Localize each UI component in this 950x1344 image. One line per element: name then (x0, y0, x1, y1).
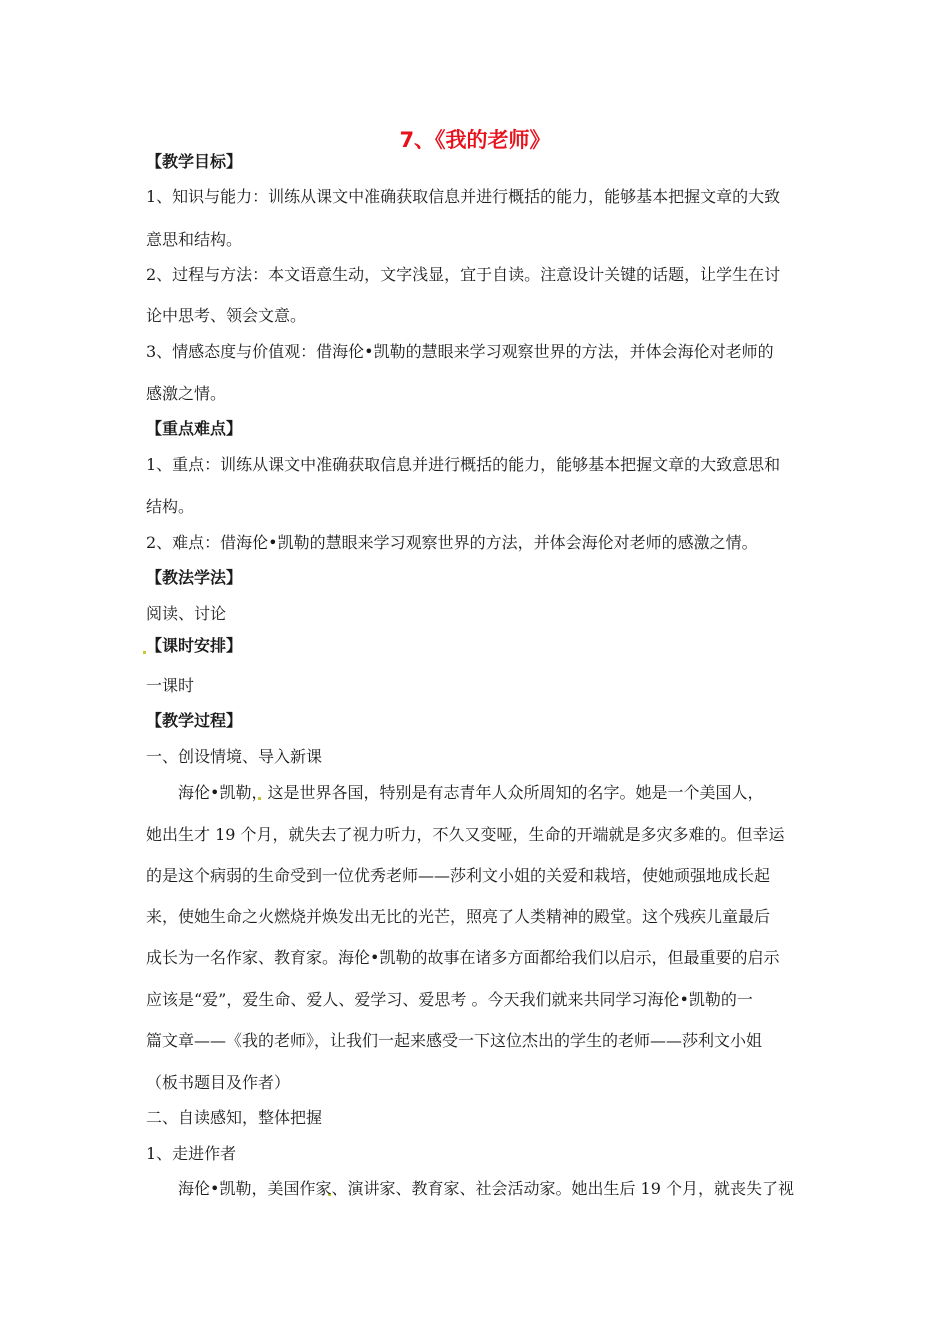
paragraph-line: 意思和结构。 (146, 230, 243, 249)
paragraph-line: 她出生才 19 个月，就失去了视力听力，不久又变哑，生命的开端就是多灾多难的。但幸运 (146, 825, 785, 844)
paragraph-line: 一课时 (146, 676, 195, 695)
paragraph-line: 成长为一名作家、教育家。海伦•凯勒的故事在诸多方面都给我们以启示，但最重要的启示 (146, 948, 780, 967)
paragraph-line: 的是这个病弱的生命受到一位优秀老师——莎利文小姐的关爱和栽培，使她顽强地成长起 (146, 866, 771, 885)
paragraph-line: 1、重点：训练从课文中准确获取信息并进行概括的能力，能够基本把握文章的大致意思和 (146, 455, 781, 474)
paragraph-line: 结构。 (146, 497, 195, 516)
paragraph-line: 海伦•凯勒，这是世界各国，特别是有志青年人众所周知的名字。她是一个美国人， (178, 783, 764, 802)
section-heading-process: 【教学过程】 (146, 711, 243, 730)
section-heading-schedule: 【课时安排】 (146, 636, 243, 655)
paragraph-line: 阅读、讨论 (146, 604, 227, 623)
paragraph-line: 来，使她生命之火燃烧并焕发出无比的光芒，照亮了人类精神的殿堂。这个残疾儿童最后 (146, 907, 771, 926)
section-heading-methods: 【教法学法】 (146, 568, 243, 587)
paragraph-line: 感激之情。 (146, 384, 227, 403)
paragraph-line: 海伦•凯勒，美国作家、演讲家、教育家、社会活动家。她出生后 19 个月，就丧失了视 (178, 1179, 794, 1198)
paragraph-line: （板书题目及作者） (146, 1073, 291, 1092)
paragraph-line: 1、知识与能力：训练从课文中准确获取信息并进行概括的能力，能够基本把握文章的大致 (146, 187, 781, 206)
paragraph-line: 一、创设情境、导入新课 (146, 747, 323, 766)
section-heading-teaching-goals: 【教学目标】 (146, 152, 243, 171)
paragraph-line: 1、走进作者 (146, 1144, 237, 1163)
paragraph-line: 2、过程与方法：本文语意生动，文字浅显，宜于自读。注意设计关键的话题，让学生在讨 (146, 265, 781, 284)
paragraph-line: 二、自读感知，整体把握 (146, 1108, 323, 1127)
section-heading-key-points: 【重点难点】 (146, 419, 243, 438)
paragraph-line: 应该是“爱”，爱生命、爱人、爱学习、爱思考 。今天我们就来共同学习海伦•凯勒的一 (146, 990, 753, 1009)
paragraph-line: 3、情感态度与价值观：借海伦•凯勒的慧眼来学习观察世界的方法，并体会海伦对老师的 (146, 342, 774, 361)
paragraph-line: 篇文章——《我的老师》，让我们一起来感受一下这位杰出的学生的老师——莎利文小姐 (146, 1031, 763, 1050)
document-title: 7、《我的老师》 (399, 128, 551, 152)
paragraph-line: 论中思考、领会文意。 (146, 306, 307, 325)
paragraph-line: 2、难点：借海伦•凯勒的慧眼来学习观察世界的方法，并体会海伦对老师的感激之情。 (146, 533, 758, 552)
